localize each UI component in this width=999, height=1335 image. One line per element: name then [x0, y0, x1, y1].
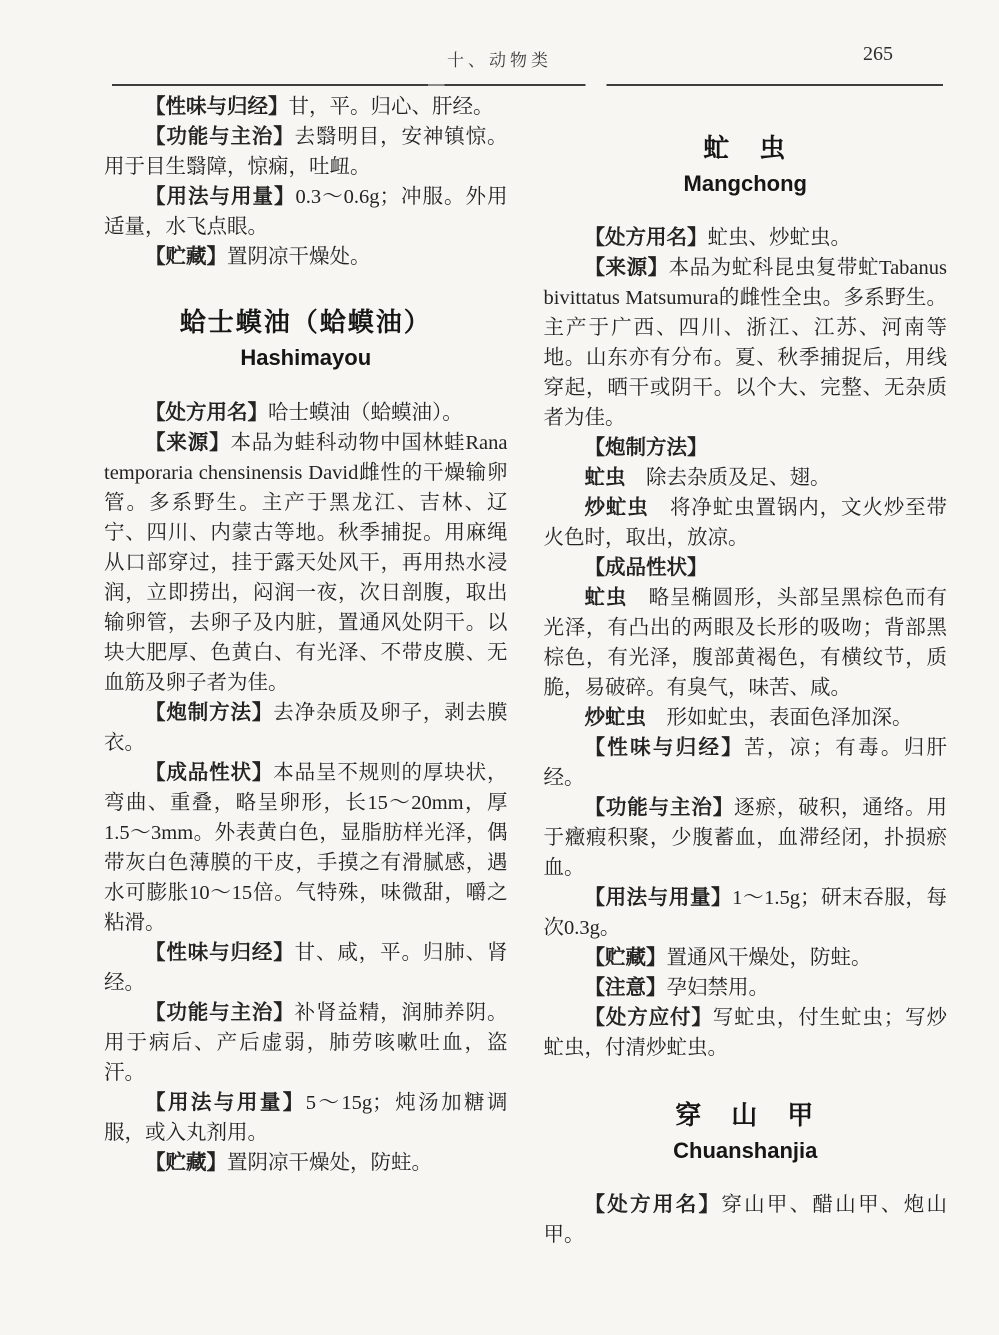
paragraph: 【来源】本品为虻科昆虫复带虻Tabanus bivittatus Matsumura的雌性全虫。多系野生。主产于广西、四川、浙江、江苏、河南等地。山东亦有分布。夏、秋季捕捉后，用线穿起，晒干或阴干。以个大、完整、无杂质者为佳。 — [543, 257, 947, 429]
entry-title: 蛤士蟆油（蛤蟆油） — [179, 308, 432, 337]
page-header — [0, 43, 999, 76]
entry-header-hashimayou — [104, 306, 508, 373]
paragraph: 【处方应付】写虻虫，付生虻虫；写炒虻虫，付清炒虻虫。 — [543, 1007, 947, 1059]
page-number: 265 — [863, 43, 893, 65]
entry-header-mangchong — [544, 132, 948, 199]
entry-pinyin: Mangchong — [683, 171, 807, 196]
paragraph: 炒虻虫 将净虻虫置锅内，文火炒至带火色时，取出，放凉。 — [543, 497, 947, 549]
paragraph: 【性味与归经】苦，凉；有毒。归肝经。 — [543, 737, 948, 789]
section-title: 十、动物类 — [447, 51, 552, 70]
paragraph: 【炮制方法】 — [584, 437, 708, 459]
entry-title: 穿 山 甲 — [675, 1101, 816, 1130]
text-columns — [104, 92, 947, 1335]
paragraph: 【处方用名】哈士蟆油（蛤蟆油）。 — [145, 402, 463, 424]
paragraph: 【用法与用量】0.3～0.6g；冲服。外用适量，水飞点眼。 — [104, 186, 508, 238]
continued-entry-body — [104, 92, 508, 272]
entry-header-chuanshanjia — [544, 1099, 948, 1166]
paragraph: 【来源】本品为蛙科动物中国林蛙Rana temporaria chensinensis David雌性的干燥输卵管。多系野生。主产于黑龙江、吉林、辽宁、四川、内蒙古等地。秋季捕捉。用麻绳从口部穿过，挂于露天处风干，再用热水浸润，立即捞出，闷润一夜，次日剖腹，取出输卵管，去卵子及内脏，置通风处阴干。以块大肥厚、色黄白、有光泽、不带皮膜、无血筋及卵子者为佳。 — [104, 432, 508, 694]
left-column — [104, 92, 508, 1335]
paragraph: 【贮藏】置阴凉干燥处。 — [145, 246, 371, 268]
paragraph: 【贮藏】置阴凉干燥处，防蛀。 — [145, 1152, 432, 1174]
paragraph: 炒虻虫 形如虻虫，表面色泽加深。 — [584, 707, 913, 729]
entry-body-hashimayou — [104, 398, 508, 1178]
paragraph: 【成品性状】 — [584, 557, 708, 579]
paragraph: 【处方用名】穿山甲、醋山甲、炮山甲。 — [543, 1194, 948, 1246]
paragraph: 【炮制方法】去净杂质及卵子，剥去膜衣。 — [104, 702, 508, 754]
entry-body-mangchong — [544, 223, 948, 1063]
paragraph: 【功能与主治】逐瘀，破积，通络。用于癥瘕积聚，少腹蓄血，血滞经闭，扑损瘀血。 — [543, 797, 947, 879]
paragraph: 【处方用名】虻虫、炒虻虫。 — [584, 227, 851, 249]
paragraph: 【功能与主治】补肾益精，润肺养阴。用于病后、产后虚弱，肺劳咳嗽吐血，盗汗。 — [104, 1002, 508, 1084]
entry-body-chuanshanjia — [544, 1190, 948, 1250]
paragraph: 【贮藏】置通风干燥处，防蛀。 — [584, 947, 872, 969]
paragraph: 【用法与用量】1～1.5g；研末吞服，每次0.3g。 — [543, 887, 948, 939]
paragraph: 【用法与用量】5～15g；炖汤加糖调服，或入丸剂用。 — [104, 1092, 508, 1144]
entry-pinyin: Hashimayou — [240, 345, 372, 370]
paragraph: 【性味与归经】甘、咸，平。归肺、肾经。 — [104, 942, 508, 994]
paragraph: 【性味与归经】甘，平。归心、肝经。 — [145, 96, 494, 118]
paragraph: 虻虫 略呈椭圆形，头部呈黑棕色而有光泽，有凸出的两眼及长形的吸吻；背部黑棕色，有光泽，腹部黄褐色，有横纹节，质脆，易破碎。有臭气，味苦、咸。 — [543, 587, 947, 699]
entry-pinyin: Chuanshanjia — [673, 1138, 818, 1163]
paragraph: 【功能与主治】去翳明目，安神镇惊。用于目生翳障，惊痫，吐衄。 — [104, 126, 508, 178]
paragraph: 【注意】孕妇禁用。 — [584, 977, 769, 999]
entry-title: 虻 虫 — [703, 134, 788, 163]
paragraph: 虻虫 除去杂质及足、翅。 — [584, 467, 831, 489]
header-divider — [112, 84, 943, 86]
paragraph: 【成品性状】本品呈不规则的厚块状，弯曲、重叠，略呈卵形，长15～20mm，厚1.5～3mm。外表黄白色，显脂肪样光泽，偶带灰白色薄膜的干皮，手摸之有滑腻感，遇水可膨胀10～15倍。气特殊，味微甜，嚼之粘滑。 — [104, 762, 508, 934]
right-column — [544, 92, 948, 1335]
